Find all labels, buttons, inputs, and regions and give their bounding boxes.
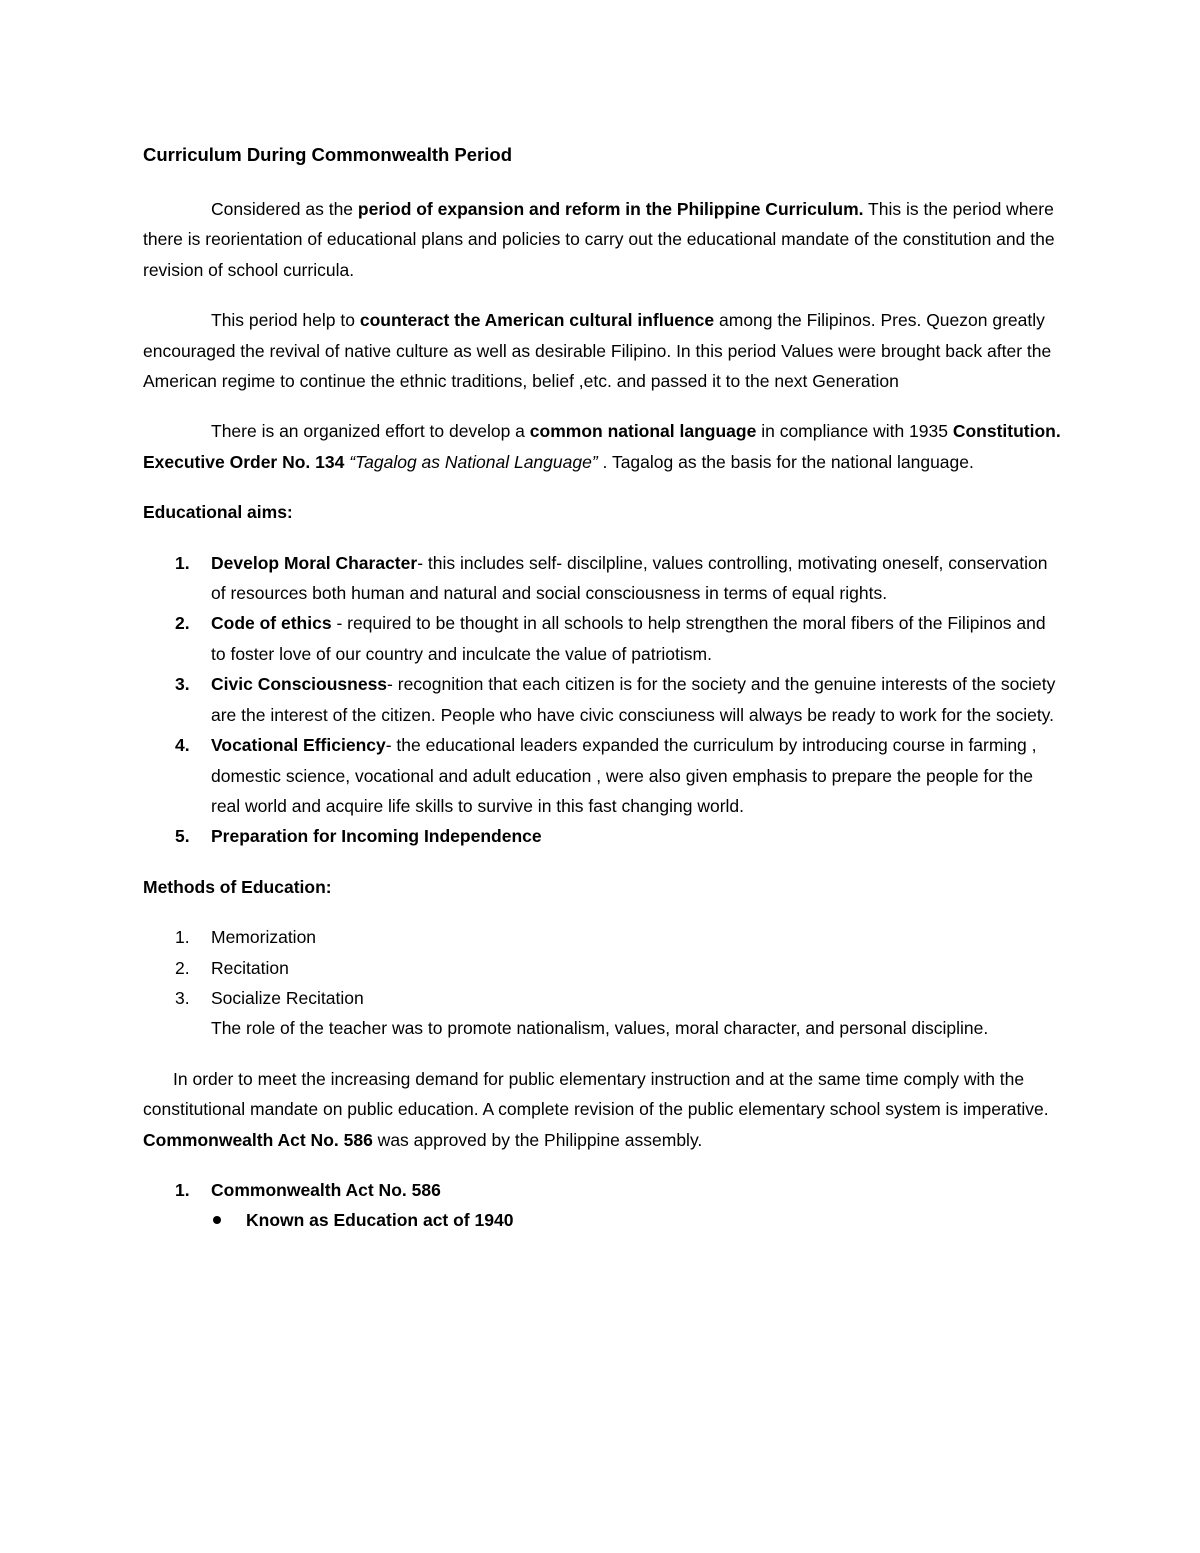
list-number: 5. — [175, 826, 190, 847]
list-item — [143, 608, 1063, 669]
text-run: Considered as the — [211, 199, 358, 219]
list-item — [143, 953, 1063, 983]
educational-aims-list — [143, 548, 1063, 852]
acts-list — [143, 1175, 1063, 1205]
italic-text-run: “Tagalog as National Language” — [349, 451, 598, 472]
methods-heading: Methods of Education: — [143, 876, 332, 897]
bullet-text: Known as Education act of 1940 — [246, 1210, 514, 1231]
text-run: among the Filipinos. Pres. Quezon greatly encouraged the revival of native culture as well as desirable Filipino. In this period Values were brought back after the American regime to continue the ethnic traditions, belief ,etc. and passed it to the next Generation — [143, 310, 1052, 392]
text-run: This period help to — [211, 310, 360, 331]
bullet-dot-icon — [213, 1216, 221, 1224]
list-number: 2. — [175, 957, 190, 978]
list-item — [143, 1175, 1063, 1205]
list-number: 1. — [175, 1179, 190, 1200]
paragraph-intro — [143, 194, 1063, 285]
list-item — [143, 922, 1063, 952]
list-text: Socialize Recitation — [211, 987, 364, 1008]
educational-aims-heading: Educational aims: — [143, 502, 293, 523]
list-number: 2. — [175, 613, 190, 634]
paragraph-national-language — [143, 416, 1063, 477]
list-item — [143, 730, 1063, 821]
text-run: There is an organized effort to develop a — [211, 421, 530, 442]
list-text: - required to be thought in all schools to help strengthen the moral fibers of the Filipinos and to foster love of our country and inculcate the value of patriotism. — [211, 613, 1046, 664]
list-text: Recitation — [211, 957, 289, 978]
bold-text-run: period of expansion and reform in the Philippine Curriculum. — [357, 199, 864, 219]
methods-list — [143, 922, 1063, 1044]
list-text: Commonwealth Act No. 586 — [211, 1179, 441, 1200]
text-run: was approved by the Philippine assembly. — [372, 1129, 703, 1150]
list-term: Preparation for Incoming Independence — [211, 826, 542, 847]
list-number: 3. — [175, 674, 190, 695]
list-text: - the educational leaders expanded the curriculum by introducing course in farming , domestic science, vocational and adult education , were also given emphasis to prepare the people for the real world and acquire life skills to survive in this fast changing world. — [211, 735, 1037, 816]
list-item — [143, 821, 1063, 851]
text-run: In order to meet the increasing demand for public elementary instruction and at the same time comply with the constitutional mandate on public education. A complete revision of the public elementary school system is imperative. — [143, 1068, 1049, 1120]
list-term: Civic Consciousness — [211, 674, 388, 695]
list-term: Code of ethics — [211, 613, 332, 634]
list-number: 4. — [175, 735, 190, 756]
text-run: This is the period where there is reorientation of educational plans and policies to carry out the educational mandate of the constitution and the revision of school curricula. — [143, 199, 1055, 280]
list-number: 3. — [175, 987, 190, 1008]
list-item — [143, 548, 1063, 609]
text-run: in compliance with 1935 — [756, 421, 953, 442]
list-term: Develop Moral Character — [211, 552, 418, 573]
paragraph-commonwealth-act — [143, 1064, 1063, 1155]
list-text: - this includes self- discilpline, values controlling, motivating oneself, conservation of resources both human and natural and social consciousness in terms of equal rights. — [211, 552, 1048, 604]
list-number: 1. — [175, 552, 190, 573]
bold-text-run: common national language — [529, 421, 757, 442]
act-bullets — [143, 1205, 1063, 1235]
list-item — [143, 983, 1063, 1044]
paragraph-cultural-influence — [143, 305, 1063, 396]
list-text: - recognition that each citizen is for the society and the genuine interests of the society are the interest of the citizen. People who have civic consciuness will always be ready to work for the society. — [211, 674, 1056, 725]
page-title: Curriculum During Commonwealth Period — [143, 144, 512, 165]
document-page — [143, 140, 1063, 1236]
list-item — [143, 669, 1063, 730]
bold-text-run: counteract the American cultural influence — [359, 310, 715, 331]
bold-text-run: Constitution. Executive Order No. 134 — [143, 421, 1061, 472]
bold-text-run: Commonwealth Act No. 586 — [143, 1129, 373, 1150]
list-term: Vocational Efficiency — [211, 735, 386, 756]
methods-note: The role of the teacher was to promote nationalism, values, moral character, and personal discipline. — [211, 1018, 989, 1039]
list-text: Memorization — [211, 927, 317, 948]
list-number: 1. — [175, 927, 190, 948]
bullet-item — [143, 1205, 1063, 1235]
text-run: . Tagalog as the basis for the national language. — [597, 451, 974, 472]
